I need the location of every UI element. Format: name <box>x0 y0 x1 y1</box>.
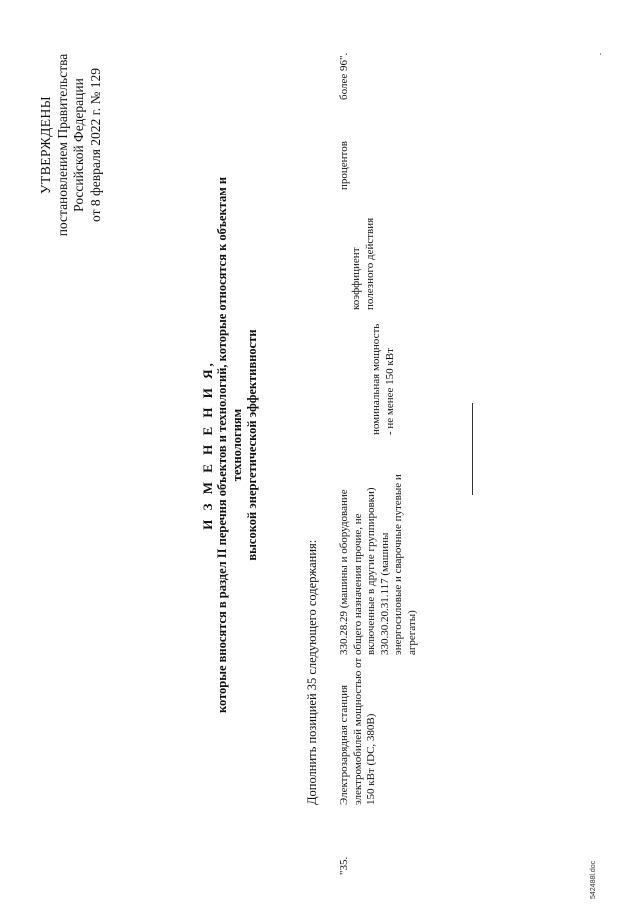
title-main: И З М Е Н Е Н И Я, <box>200 360 215 530</box>
title-line-1: которые вносятся в раздел II перечня объектов и технологий, которые относятся к объектам и технологиям <box>215 176 244 714</box>
approval-line-1: постановлением Правительства <box>54 53 70 237</box>
row-code-2: 330.30.20.31.117 (машины энергосиловые и сварочные путевые и агрегаты) <box>378 474 418 655</box>
row-condition: номинальная мощность - не менее 150 кВт <box>370 323 396 435</box>
row-indicator: коэффициент полезного действия <box>350 217 376 310</box>
document-title <box>200 155 260 735</box>
closing-rule <box>472 403 473 495</box>
row-code-1: 330.28.29 (машины и оборудование общего назначения прочие, не включенные в другие группировки) <box>338 487 377 655</box>
intro-text: Дополнить позицией 35 следующего содержания: <box>305 539 319 805</box>
row-unit: процентов <box>338 141 350 190</box>
approval-heading: УТВЕРЖДЕНЫ <box>38 95 53 195</box>
approval-stamp <box>38 25 104 265</box>
edge-mark <box>600 53 601 55</box>
row-okpd-codes <box>338 460 419 655</box>
row-number: "35. <box>338 856 350 875</box>
row-object-name: Электрозарядная станция электромобилей мощностью от 150 кВт (DC, 380В) <box>338 657 377 805</box>
approval-line-2: Российской Федерации <box>71 78 86 212</box>
title-line-2: высокой энергетической эффективности <box>245 329 259 561</box>
file-name-footer: 542488l.doc <box>590 860 597 899</box>
approval-line-3: от 8 февраля 2022 г. № 129 <box>87 68 103 222</box>
row-value: более 96". <box>338 52 350 100</box>
